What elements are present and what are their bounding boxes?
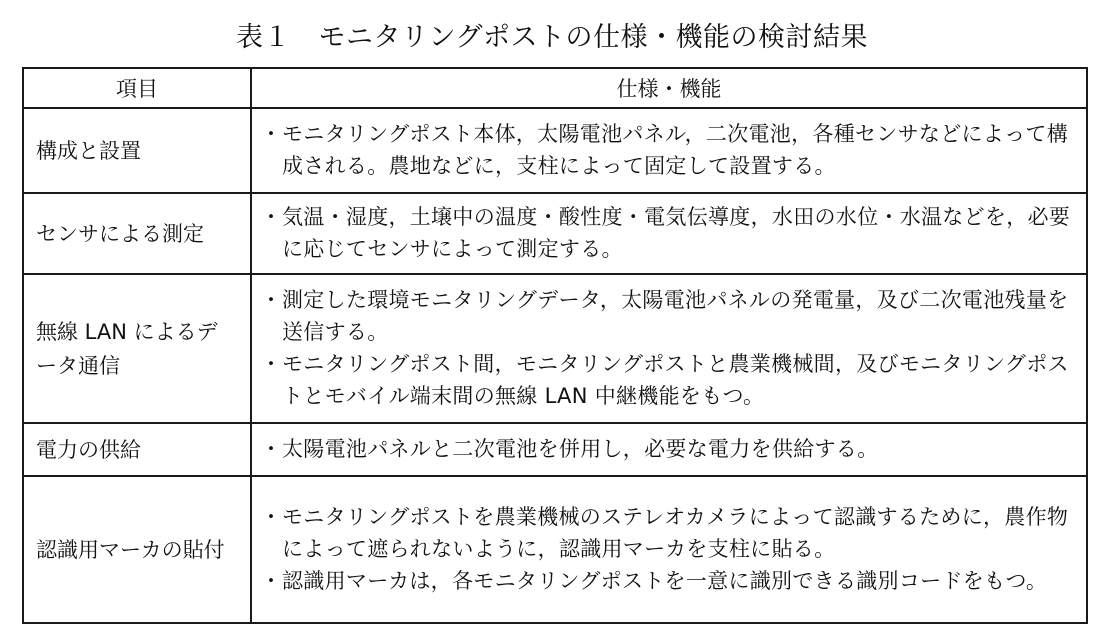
- bullet-line: [260, 501, 1080, 565]
- bullet-text: 認識用マーカは，各モニタリングポストを一意に識別できる識別コードをもつ。: [282, 569, 1048, 593]
- table-row: [23, 193, 1087, 274]
- bullet-line: [260, 565, 1080, 597]
- table-row: [23, 476, 1087, 623]
- bullet-mark: ・: [260, 122, 282, 146]
- bullet-text: 気温・湿度，土壌中の温度・酸性度・電気伝導度，水田の水位・水温などを，必要に応じてセンサによって測定する。: [282, 205, 1071, 261]
- bullet-text: 測定した環境モニタリングデータ，太陽電池パネルの発電量，及び二次電池残量を送信する。: [282, 288, 1069, 344]
- row-item: センサによる測定: [23, 193, 251, 274]
- header-item: 項目: [23, 68, 251, 108]
- row-item: 認識用マーカの貼付: [23, 476, 251, 623]
- bullet-line: [260, 201, 1080, 265]
- row-desc: [251, 274, 1087, 423]
- bullet-line: [260, 348, 1080, 412]
- bullet-mark: ・: [260, 288, 282, 312]
- bullet-line: [260, 433, 1080, 465]
- row-item: 電力の供給: [23, 423, 251, 476]
- bullet-line: [260, 118, 1080, 182]
- bullet-text: 太陽電池パネルと二次電池を併用し，必要な電力を供給する。: [282, 437, 879, 461]
- bullet-mark: ・: [260, 352, 282, 376]
- bullet-line: [260, 284, 1080, 348]
- row-desc: [251, 423, 1087, 476]
- table-title: 表１ モニタリングポストの仕様・機能の検討結果: [236, 22, 868, 53]
- row-desc: [251, 476, 1087, 623]
- header-spec: 仕様・機能: [251, 68, 1087, 108]
- bullet-text: モニタリングポスト間，モニタリングポストと農業機械間，及びモニタリングポストとモバイル端末間の無線 LAN 中継機能をもつ。: [282, 352, 1069, 408]
- table-row: [23, 423, 1087, 476]
- row-desc: [251, 108, 1087, 193]
- table-row: [23, 274, 1087, 423]
- row-desc: [251, 193, 1087, 274]
- bullet-mark: ・: [260, 505, 282, 529]
- table-row: [23, 108, 1087, 193]
- row-item: 無線 LAN によるデータ通信: [23, 274, 251, 423]
- bullet-mark: ・: [260, 569, 282, 593]
- row-item: 構成と設置: [23, 108, 251, 193]
- bullet-mark: ・: [260, 205, 282, 229]
- header-row: [23, 68, 1087, 108]
- bullet-mark: ・: [260, 437, 282, 461]
- spec-table: [22, 67, 1088, 624]
- bullet-text: モニタリングポストを農業機械のステレオカメラによって認識するために，農作物によって遮られないように，認識用マーカを支柱に貼る。: [282, 505, 1069, 561]
- bullet-text: モニタリングポスト本体，太陽電池パネル，二次電池，各種センサなどによって構成される。農地などに，支柱によって固定して設置する。: [282, 122, 1068, 178]
